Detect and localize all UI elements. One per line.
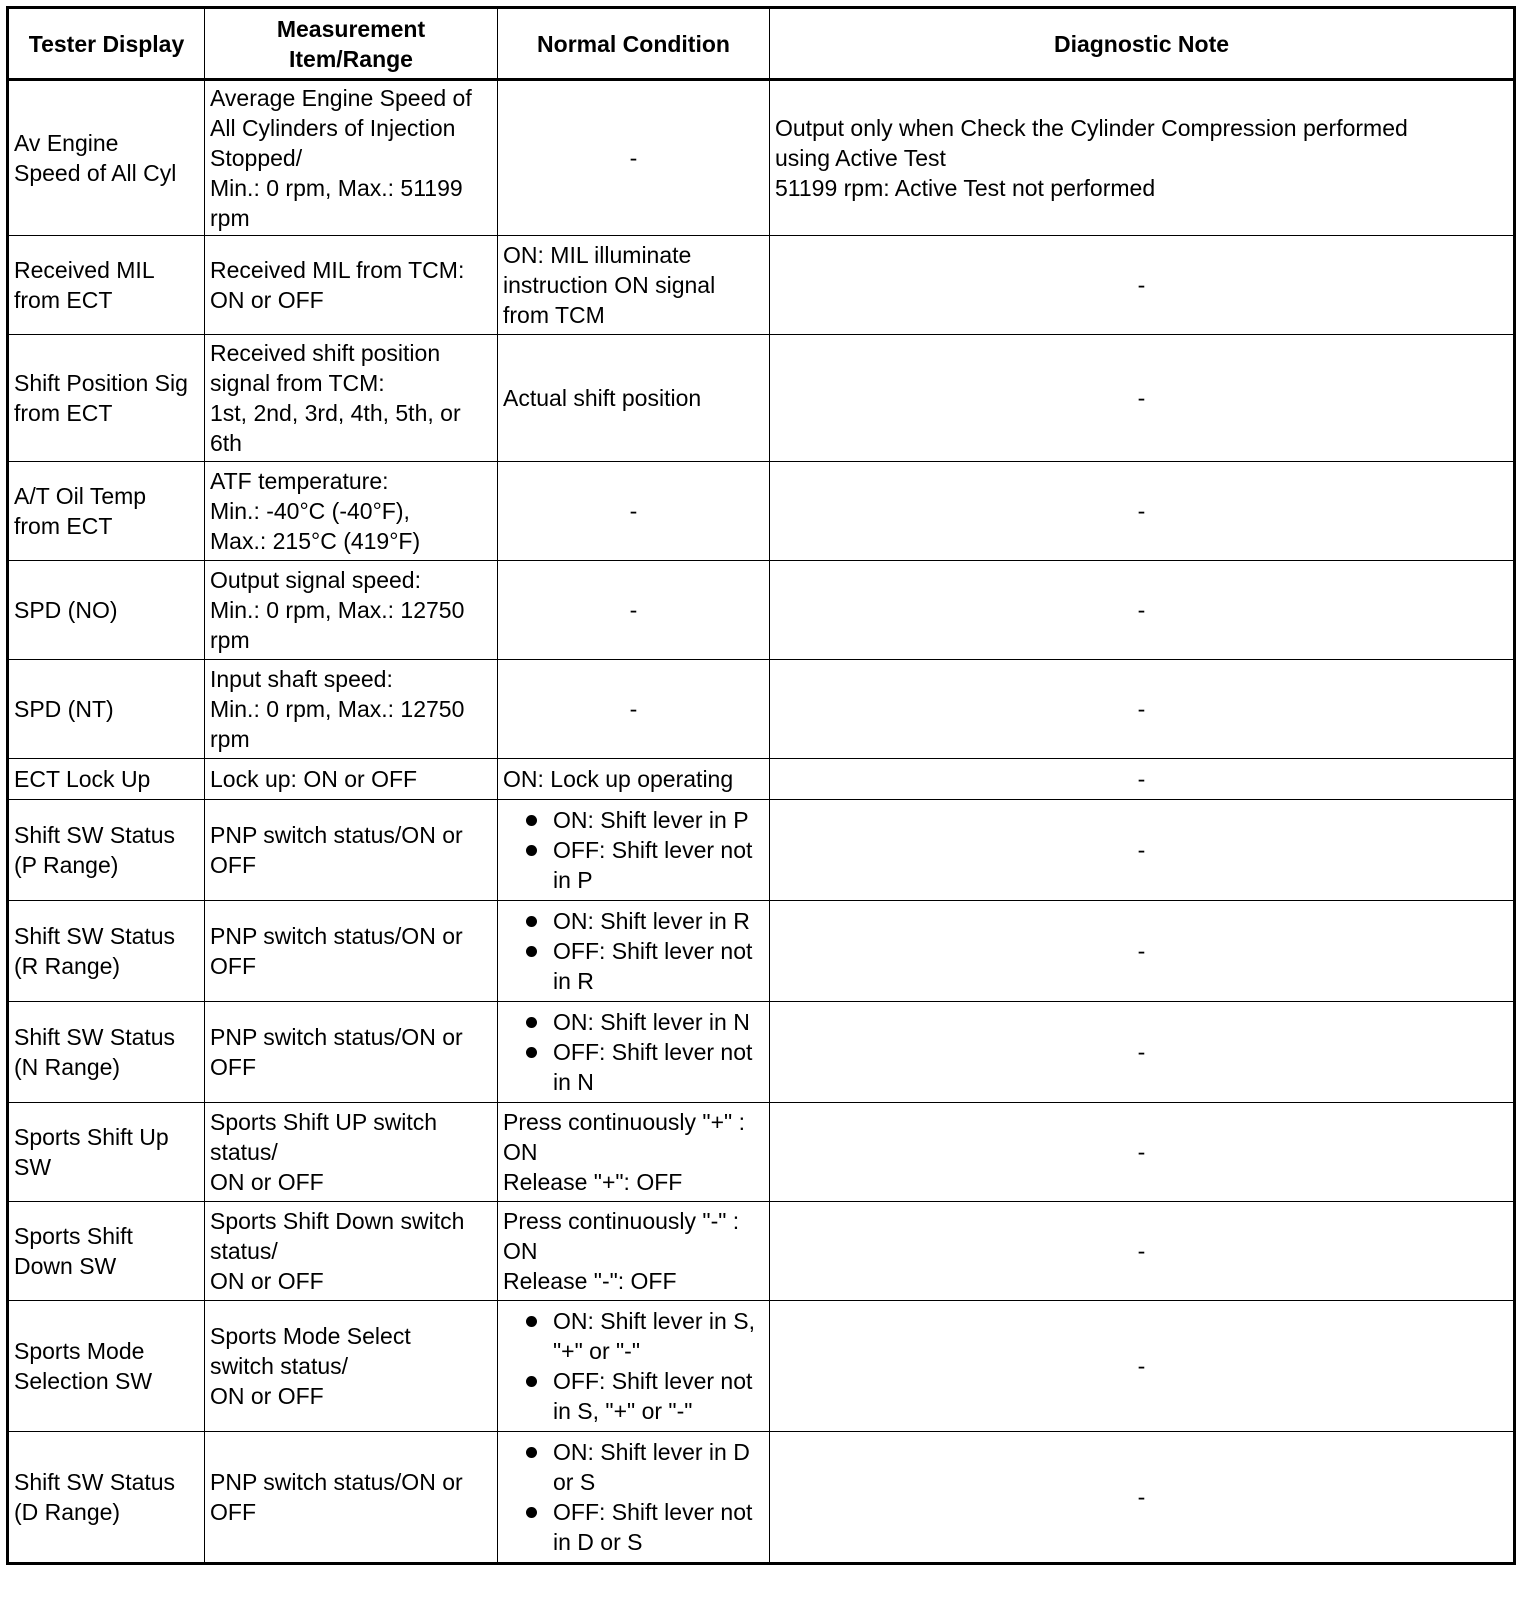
condition-bullet-item: OFF: Shift lever not in P — [503, 835, 764, 895]
measurement-item-cell: Average Engine Speed of All Cylinders of Injection Stopped/ Min.: 0 rpm, Max.: 51199 rpm — [205, 80, 498, 236]
diagnostic-note-cell: - — [770, 561, 1515, 660]
normal-condition-cell — [498, 800, 770, 901]
table-row — [8, 800, 1515, 901]
tester-display-cell: Received MIL from ECT — [8, 236, 205, 335]
tester-display-cell: SPD (NO) — [8, 561, 205, 660]
diagnostic-note-cell: - — [770, 800, 1515, 901]
tester-display-cell: A/T Oil Temp from ECT — [8, 462, 205, 561]
tester-display-cell: Shift SW Status (N Range) — [8, 1002, 205, 1103]
tester-display-cell: Shift SW Status (D Range) — [8, 1432, 205, 1564]
table-row — [8, 1301, 1515, 1432]
measurement-item-cell: Sports Shift Down switch status/ ON or OFF — [205, 1202, 498, 1301]
table-row — [8, 462, 1515, 561]
header-normal-condition: Normal Condition — [498, 8, 770, 80]
diagnostic-note-cell: - — [770, 462, 1515, 561]
measurement-item-cell: Input shaft speed: Min.: 0 rpm, Max.: 12750 rpm — [205, 660, 498, 759]
diagnostic-note-cell: - — [770, 1202, 1515, 1301]
condition-bullet-item: ON: Shift lever in P — [503, 805, 764, 835]
condition-bullet-list — [503, 906, 764, 996]
table-row — [8, 901, 1515, 1002]
diagnostic-note-cell: - — [770, 901, 1515, 1002]
tester-display-cell: Shift SW Status (R Range) — [8, 901, 205, 1002]
table-row — [8, 660, 1515, 759]
measurement-item-cell: Received shift position signal from TCM: 1st, 2nd, 3rd, 4th, 5th, or 6th — [205, 335, 498, 462]
condition-bullet-list — [503, 1437, 764, 1557]
tester-display-cell: Shift SW Status (P Range) — [8, 800, 205, 901]
normal-condition-cell: - — [498, 80, 770, 236]
tester-display-cell: Shift Position Sig from ECT — [8, 335, 205, 462]
diagnostic-note-cell: - — [770, 1301, 1515, 1432]
table-row — [8, 1432, 1515, 1564]
condition-bullet-list — [503, 1007, 764, 1097]
diagnostic-note-cell: - — [770, 236, 1515, 335]
measurement-item-cell: Lock up: ON or OFF — [205, 759, 498, 800]
normal-condition-cell — [498, 1301, 770, 1432]
header-row — [8, 8, 1515, 80]
table-row — [8, 1002, 1515, 1103]
condition-bullet-item: ON: Shift lever in S, "+" or "-" — [503, 1306, 764, 1366]
tester-display-cell: Sports Mode Selection SW — [8, 1301, 205, 1432]
measurement-item-cell: Output signal speed: Min.: 0 rpm, Max.: 12750 rpm — [205, 561, 498, 660]
normal-condition-cell — [498, 901, 770, 1002]
measurement-item-cell: PNP switch status/ON or OFF — [205, 1432, 498, 1564]
normal-condition-cell: ON: MIL illuminate instruction ON signal from TCM — [498, 236, 770, 335]
normal-condition-cell — [498, 1002, 770, 1103]
diagnostic-note-cell: - — [770, 335, 1515, 462]
condition-bullet-list — [503, 805, 764, 895]
table-row — [8, 80, 1515, 236]
table-row — [8, 1202, 1515, 1301]
data-list-table — [6, 6, 1516, 1565]
normal-condition-cell: Press continuously "+" : ON Release "+": OFF — [498, 1103, 770, 1202]
diagnostic-note-cell: - — [770, 1103, 1515, 1202]
condition-bullet-item: ON: Shift lever in R — [503, 906, 764, 936]
table-row — [8, 335, 1515, 462]
normal-condition-cell: - — [498, 660, 770, 759]
measurement-item-cell: Sports Shift UP switch status/ ON or OFF — [205, 1103, 498, 1202]
measurement-item-cell: Sports Mode Select switch status/ ON or OFF — [205, 1301, 498, 1432]
condition-bullet-item: OFF: Shift lever not in S, "+" or "-" — [503, 1366, 764, 1426]
tester-display-cell: SPD (NT) — [8, 660, 205, 759]
header-diagnostic-note: Diagnostic Note — [770, 8, 1515, 80]
table-row — [8, 561, 1515, 660]
diagnostic-note-cell: - — [770, 1432, 1515, 1564]
condition-bullet-item: ON: Shift lever in N — [503, 1007, 764, 1037]
measurement-item-cell: PNP switch status/ON or OFF — [205, 1002, 498, 1103]
table-row — [8, 236, 1515, 335]
condition-bullet-list — [503, 1306, 764, 1426]
measurement-item-cell: ATF temperature: Min.: -40°C (-40°F), Max.: 215°C (419°F) — [205, 462, 498, 561]
tester-display-cell: Sports Shift Down SW — [8, 1202, 205, 1301]
tester-display-cell: Sports Shift Up SW — [8, 1103, 205, 1202]
tester-display-cell: ECT Lock Up — [8, 759, 205, 800]
normal-condition-cell: Press continuously "-" : ON Release "-": OFF — [498, 1202, 770, 1301]
condition-bullet-item: OFF: Shift lever not in R — [503, 936, 764, 996]
diagnostic-note-cell: Output only when Check the Cylinder Compression performed using Active Test 51199 rpm: Active Test not performed — [770, 80, 1515, 236]
header-tester-display: Tester Display — [8, 8, 205, 80]
table-row — [8, 759, 1515, 800]
measurement-item-cell: PNP switch status/ON or OFF — [205, 901, 498, 1002]
tester-display-cell: Av Engine Speed of All Cyl — [8, 80, 205, 236]
measurement-item-cell: Received MIL from TCM: ON or OFF — [205, 236, 498, 335]
condition-bullet-item: OFF: Shift lever not in D or S — [503, 1497, 764, 1557]
condition-bullet-item: ON: Shift lever in D or S — [503, 1437, 764, 1497]
header-measurement-item-range: Measurement Item/Range — [205, 8, 498, 80]
table-row — [8, 1103, 1515, 1202]
normal-condition-cell: Actual shift position — [498, 335, 770, 462]
measurement-item-cell: PNP switch status/ON or OFF — [205, 800, 498, 901]
condition-bullet-item: OFF: Shift lever not in N — [503, 1037, 764, 1097]
normal-condition-cell: - — [498, 561, 770, 660]
diagnostic-note-cell: - — [770, 759, 1515, 800]
diagnostic-note-cell: - — [770, 660, 1515, 759]
normal-condition-cell: - — [498, 462, 770, 561]
normal-condition-cell — [498, 1432, 770, 1564]
normal-condition-cell: ON: Lock up operating — [498, 759, 770, 800]
diagnostic-note-cell: - — [770, 1002, 1515, 1103]
